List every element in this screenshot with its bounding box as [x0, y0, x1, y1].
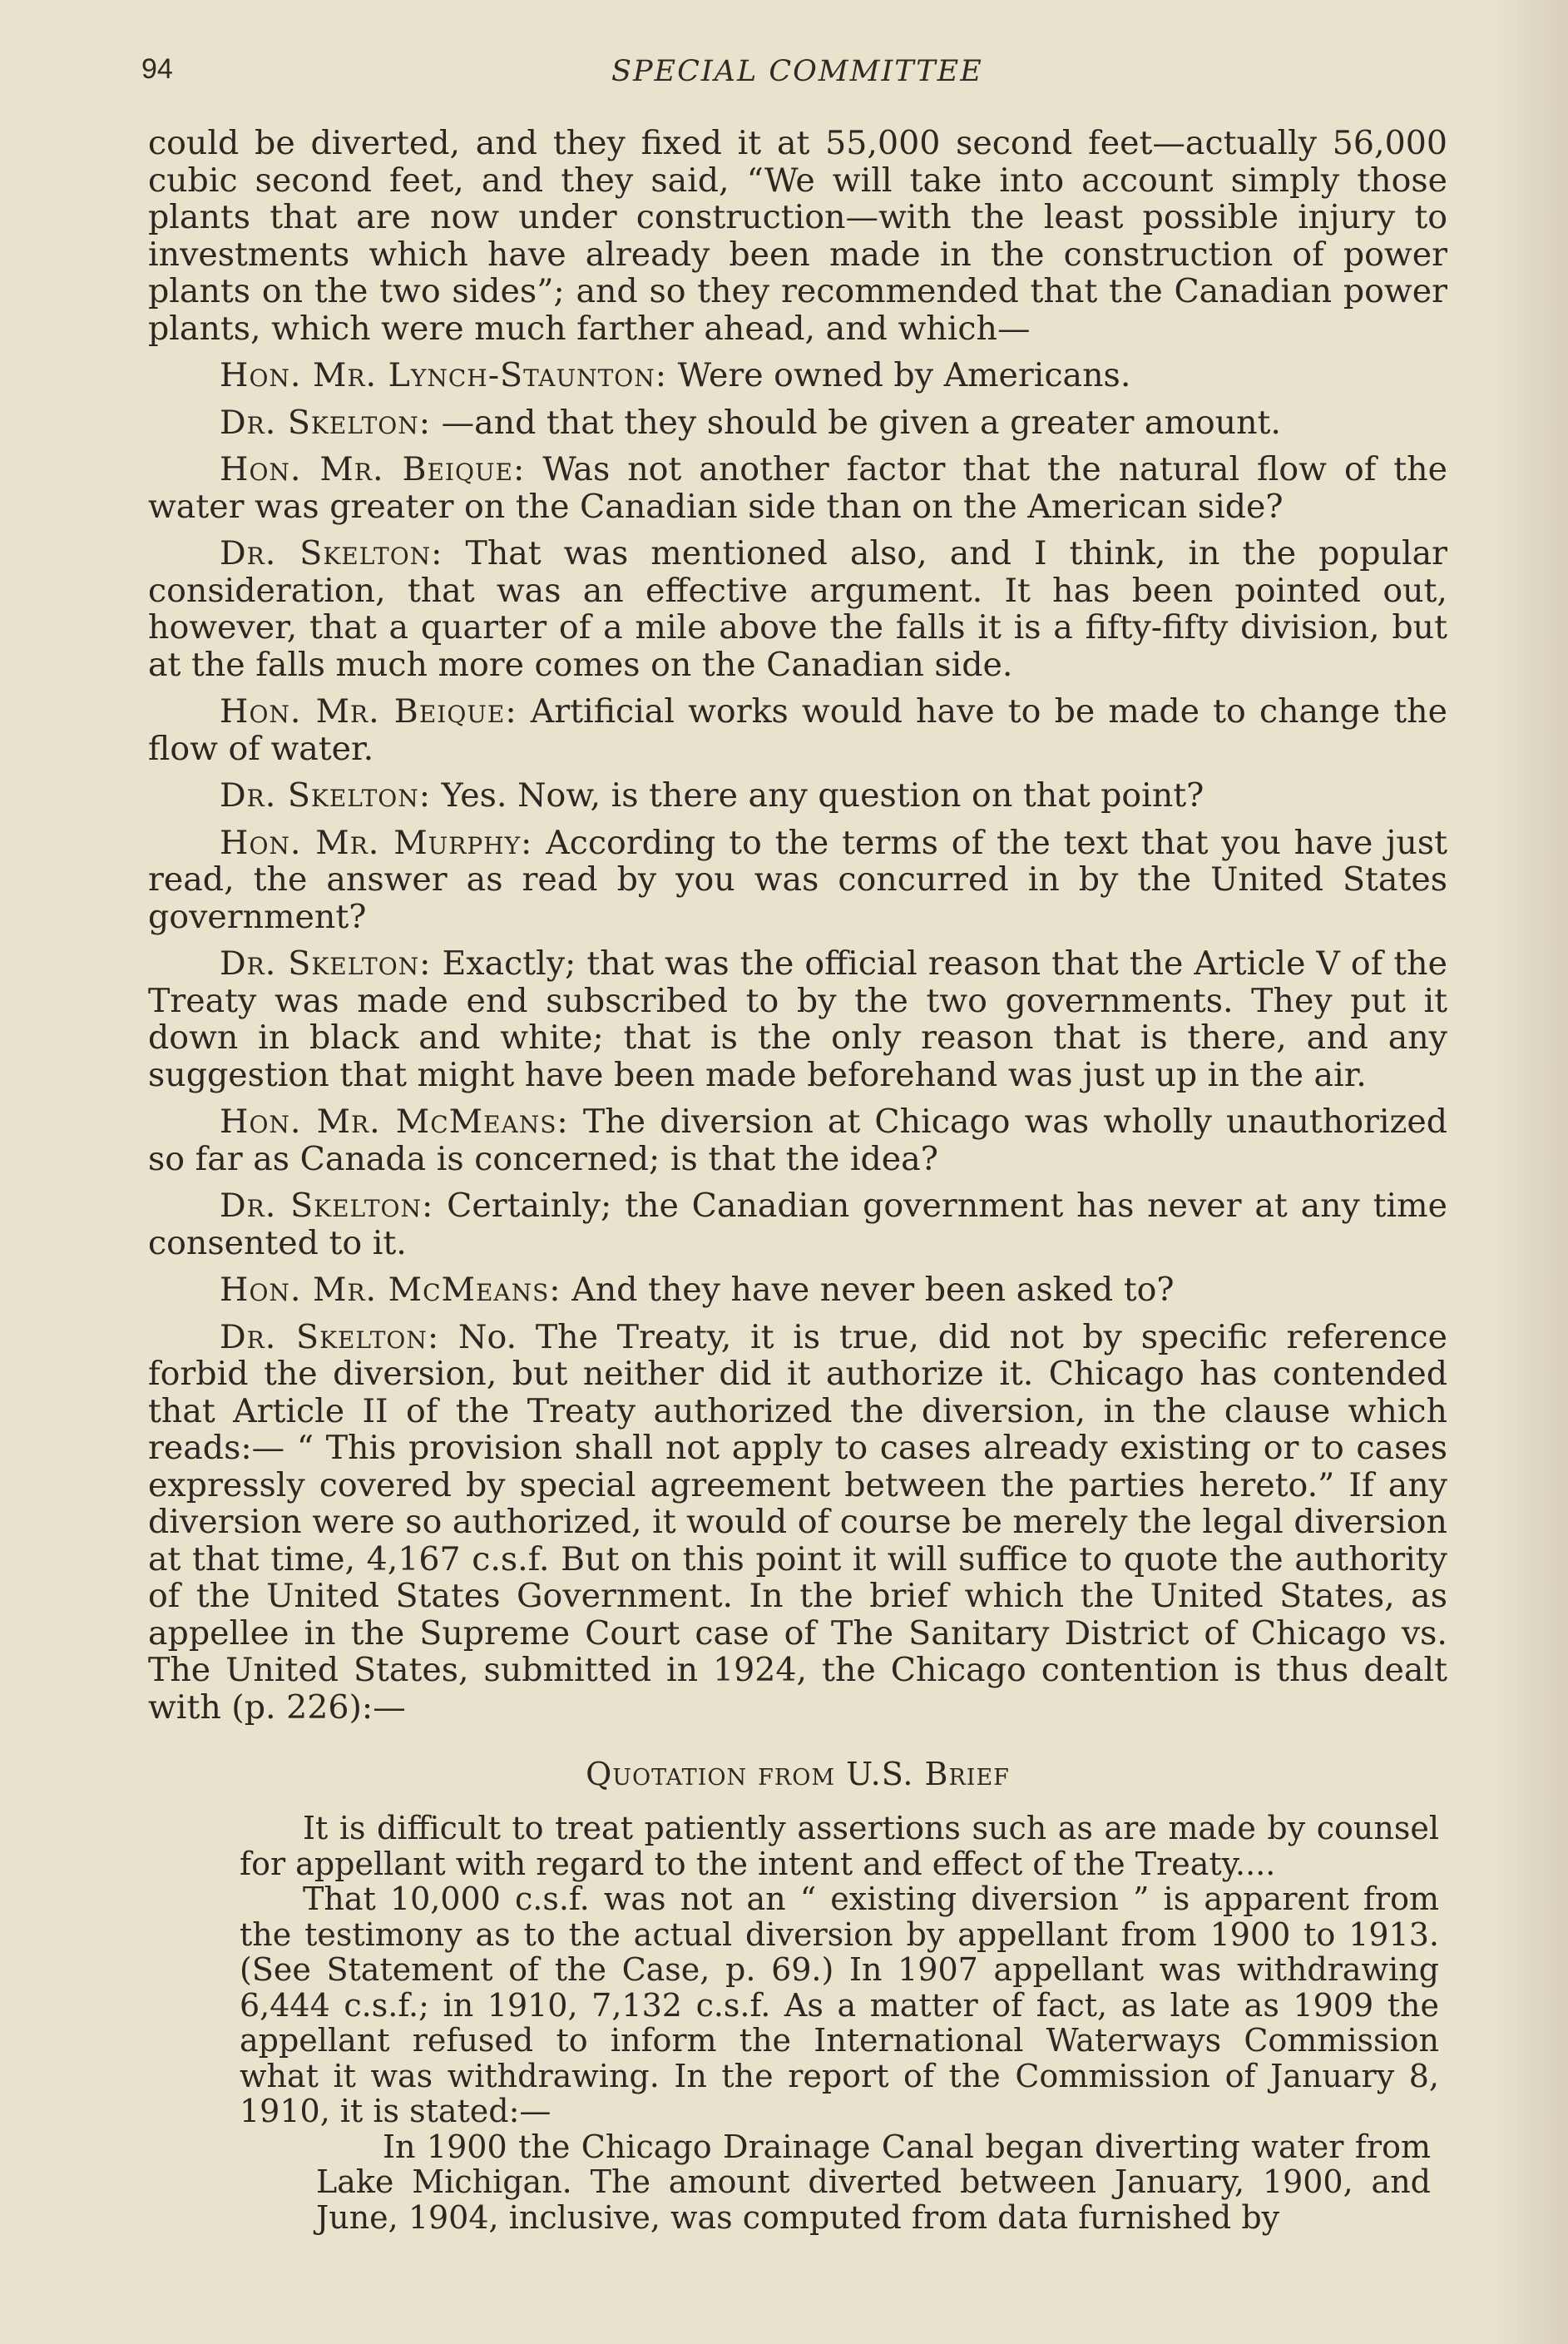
speech: According to the terms of the text that you have just read, the answer as read by you was concurred in by the United States government?: [148, 823, 1448, 936]
nested-quotation: [316, 2129, 1431, 2236]
exchange: [148, 404, 1447, 442]
speech: That was mentioned also, and I think, in the popular consideration, that was an effective argument. It has been pointed out, however, that a quarter of a mile above the falls it is a fifty-fifty division, but at the falls much more comes on the Canadian side.: [148, 534, 1448, 684]
speech: And they have never been asked to?: [571, 1271, 1175, 1309]
exchange: [148, 535, 1447, 683]
speaker: Dr. Skelton:: [220, 534, 443, 572]
speech: —and that they should be given a greater amount.: [441, 403, 1281, 442]
page-number: 94: [141, 53, 173, 85]
exchange: [148, 1319, 1447, 1727]
exchange: [148, 777, 1447, 815]
quotation-paragraph: It is difficult to treat patiently assertions such as are made by counsel for appellant with regard to the intent and effect of the Treaty....: [240, 1810, 1439, 1882]
continuation-paragraph: could be diverted, and they fixed it at 55,000 second feet—actually 56,000 cubic second feet, and they said, “We will take into account simply those plants that are now under construction—with the least possible injury to investments which have already been made in the construction of power plants on the two sides”; and so they recommended that the Canadian power plants, which were much farther ahead, and which—: [148, 124, 1447, 348]
speech: Were owned by Americans.: [677, 356, 1131, 394]
speaker: Dr. Skelton:: [220, 1317, 440, 1356]
speaker: Hon. Mr. Lynch-Staunton:: [220, 356, 668, 394]
speaker: Dr. Skelton:: [220, 1187, 434, 1225]
speech: Was not another factor that the natural flow of the water was greater on the Canadian side than on the American side?: [148, 450, 1447, 526]
page-edge-shadow: [1493, 0, 1568, 2344]
speaker: Hon. Mr. McMeans:: [220, 1271, 561, 1309]
speaker: Hon. Mr. Beique:: [220, 692, 517, 731]
speaker: Hon. Mr. McMeans:: [220, 1103, 569, 1141]
exchange: [148, 357, 1447, 394]
exchange: [148, 1103, 1447, 1177]
speaker: Dr. Skelton:: [220, 776, 432, 815]
page-header: [0, 50, 1568, 100]
speech: No. The Treaty, it is true, did not by specific reference forbid the diversion, but neither did it authorize it. Chicago has contended that Article II of the Treaty authorized the diversion, in the clause which reads:— “ This provision shall not apply to cases already existing or to cases expressly covered by special agreement between the parties hereto.” If any diversion were so authorized, it would of course be merely the legal diversion at that time, 4,167 c.s.f. But on this point it will suffice to quote the authority of the United States Government. In the brief which the United States, as appellee in the Supreme Court case of The Sanitary District of Chicago vs. The United States, submitted in 1924, the Chicago contention is thus dealt with (p. 226):—: [148, 1317, 1448, 1727]
speech: Certainly; the Canadian government has never at any time consented to it.: [148, 1187, 1448, 1262]
speech: Artificial works would have to be made to change the flow of water.: [148, 692, 1447, 768]
exchange: [148, 945, 1447, 1093]
quotation-paragraph: That 10,000 c.s.f. was not an “ existing diversion ” is apparent from the testimony as to the actual diversion by appellant from 1900 to 1913. (See Statement of the Case, p. 69.) In 1907 appellant was withdrawing 6,444 c.s.f.; in 1910, 7,132 c.s.f. As a matter of fact, as late as 1909 the appellant refused to inform the International Waterways Commission what it was withdrawing. In the report of the Commission of January 8, 1910, it is stated:—: [240, 1881, 1439, 2129]
exchange: [148, 1187, 1447, 1261]
speech: Exactly; that was the official reason that the Article V of the Treaty was made end subscribed to by the two governments. They put it down in black and white; that is the only reason that is there, and any suggestion that might have been made beforehand was just up in the air.: [148, 944, 1448, 1094]
exchange: [148, 1271, 1447, 1309]
running-head: SPECIAL COMMITTEE: [611, 55, 983, 88]
speaker: Hon. Mr. Murphy:: [220, 823, 533, 862]
speaker: Hon. Mr. Beique:: [220, 450, 526, 488]
page-body: [148, 125, 1447, 2235]
speech: Yes. Now, is there any question on that point?: [441, 776, 1204, 815]
speech: The diversion at Chicago was wholly unauthorized so far as Canada is concerned; is that the idea?: [148, 1103, 1448, 1178]
exchange: [148, 693, 1447, 767]
block-quotation: [240, 1811, 1439, 2235]
speaker: Dr. Skelton:: [220, 944, 432, 983]
dialogue-exchanges: [148, 357, 1447, 1726]
exchange: [148, 451, 1447, 525]
speaker: Dr. Skelton:: [220, 403, 432, 442]
exchange: [148, 825, 1447, 936]
section-heading: Quotation from U.S. Brief: [586, 1756, 1010, 1792]
nested-quotation-paragraph: In 1900 the Chicago Drainage Canal began diverting water from Lake Michigan. The amount diverted between January, 1900, and June, 1904, inclusive, was computed from data furnished by: [316, 2128, 1431, 2236]
